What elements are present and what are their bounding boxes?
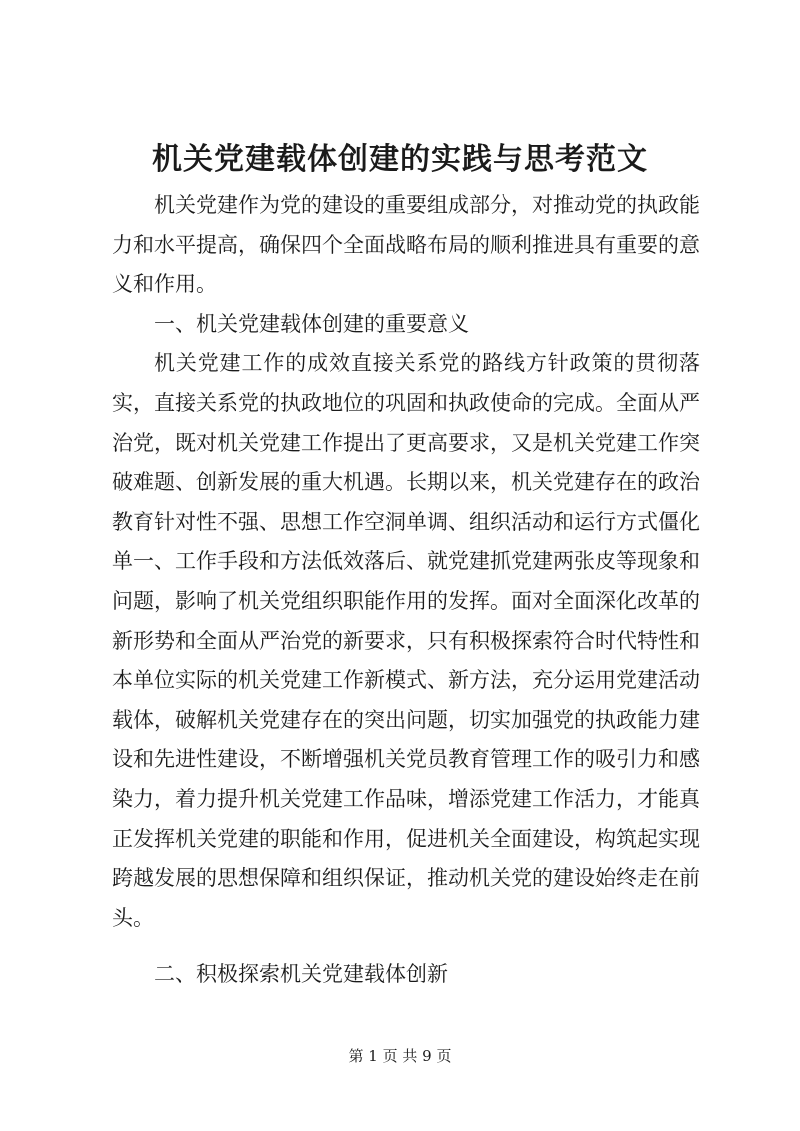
document-body	[112, 186, 700, 995]
document-title: 机关党建载体创建的实践与思考范文	[152, 142, 648, 177]
section-heading-2: 二、积极探索机关党建载体创新	[154, 962, 448, 987]
section-heading-1: 一、机关党建载体创建的重要意义	[154, 311, 469, 336]
page-footer: 第 1 页 共 9 页	[348, 1047, 452, 1065]
section-1-paragraph: 机关党建工作的成效直接关系党的路线方针政策的贯彻落实，直接关系党的执政地位的巩固和执政使命的完成。全面从严治党，既对机关党建工作提出了更高要求，又是机关党建工作突破难题、创新发展的重大机遇。长期以来，机关党建存在的政治教育针对性不强、思想工作空洞单调、组织活动和运行方式僵化单一、工作手段和方法低效落后、就党建抓党建两张皮等现象和问题，影响了机关党组织职能作用的发挥。面对全面深化改革的新形势和全面从严治党的新要求，只有积极探索符合时代特性和本单位实际的机关党建工作新模式、新方法，充分运用党建活动载体，破解机关党建存在的突出问题，切实加强党的执政能力建设和先进性建设，不断增强机关党员教育管理工作的吸引力和感染力，着力提升机关党建工作品味，增添党建工作活力，才能真正发挥机关党建的职能和作用，促进机关全面建设，构筑起实现跨越发展的思想保障和组织保证，推动机关党的建设始终走在前头。	[112, 351, 700, 930]
intro-paragraph: 机关党建作为党的建设的重要组成部分，对推动党的执政能力和水平提高，确保四个全面战略布局的顺利推进具有重要的意义和作用。	[112, 193, 700, 297]
